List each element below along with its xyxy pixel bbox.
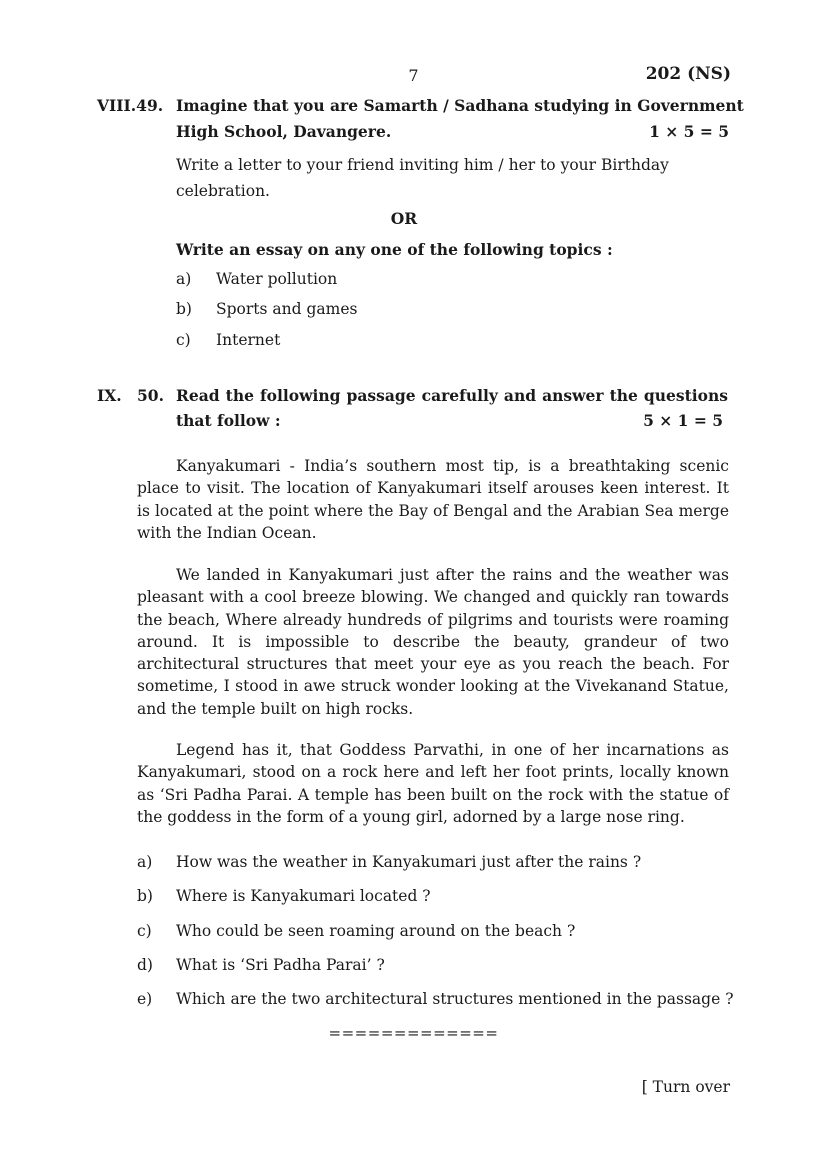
turn-over-note: [ Turn over bbox=[641, 1078, 730, 1096]
topic-letter: a) bbox=[176, 270, 192, 288]
question-50-text-line1: Read the following passage carefully and answer the questions bbox=[176, 386, 728, 405]
or-divider: OR bbox=[390, 209, 418, 228]
question-49-number: VIII.49. bbox=[97, 96, 164, 115]
topic-text: Water pollution bbox=[216, 270, 338, 288]
question-letter: b) bbox=[137, 887, 153, 905]
passage-paragraph: Kanyakumari - India’s southern most tip, is a breathtaking scenic place to visit. The location of Kanyakumari itself arouses keen interest. It is located at the point where the Bay of Bengal and the Arabian Sea merge with the Indian Ocean. bbox=[137, 457, 729, 542]
question-50-number: 50. bbox=[137, 386, 164, 405]
question-text: Who could be seen roaming around on the beach ? bbox=[176, 922, 576, 940]
essay-heading: Write an essay on any one of the following topics : bbox=[176, 240, 613, 259]
question-50-text-line2: that follow : bbox=[176, 411, 281, 430]
question-letter: a) bbox=[137, 853, 153, 871]
paper-code: 202 (NS) bbox=[645, 64, 731, 84]
question-49-marks: 1 × 5 = 5 bbox=[649, 122, 729, 141]
question-text: Which are the two architectural structures mentioned in the passage ? bbox=[176, 990, 734, 1008]
question-50-marks: 5 × 1 = 5 bbox=[643, 411, 723, 430]
question-letter: e) bbox=[137, 990, 153, 1008]
question-text: Where is Kanyakumari located ? bbox=[176, 887, 431, 905]
question-49-text-line1: Imagine that you are Samarth / Sadhana studying in Government bbox=[176, 96, 744, 115]
question-letter: c) bbox=[137, 922, 152, 940]
topic-letter: b) bbox=[176, 300, 192, 318]
end-separator: ============= bbox=[328, 1024, 499, 1042]
passage-paragraph: We landed in Kanyakumari just after the rains and the weather was pleasant with a cool breeze blowing. We changed and quickly ran towards the beach, Where already hundreds of pilgrims and tourists were roaming around. It is impossible to describe the beauty, grandeur of two architectural structures that meet your eye as you reach the beach. For sometime, I stood in awe struck wonder looking at the Vivekanand Statue, and the temple built on high rocks. bbox=[137, 566, 729, 718]
question-text: How was the weather in Kanyakumari just after the rains ? bbox=[176, 853, 642, 871]
letter-task: Write a letter to your friend inviting him / her to your Birthday celebration. bbox=[176, 156, 669, 200]
question-letter: d) bbox=[137, 956, 153, 974]
topic-text: Sports and games bbox=[216, 300, 358, 318]
question-49-text-line2: High School, Davangere. bbox=[176, 122, 392, 141]
topic-letter: c) bbox=[176, 331, 191, 349]
question-text: What is ‘Sri Padha Parai’ ? bbox=[176, 956, 385, 974]
section-number: IX. bbox=[97, 386, 122, 405]
page-number: 7 bbox=[408, 66, 419, 85]
topic-text: Internet bbox=[216, 331, 281, 349]
passage-paragraph: Legend has it, that Goddess Parvathi, in one of her incarnations as Kanyakumari, stood on a rock here and left her foot prints, locally known as ‘Sri Padha Parai. A temple has been built on the rock with the statue of the goddess in the form of a young girl, adorned by a large nose ring. bbox=[137, 741, 729, 826]
